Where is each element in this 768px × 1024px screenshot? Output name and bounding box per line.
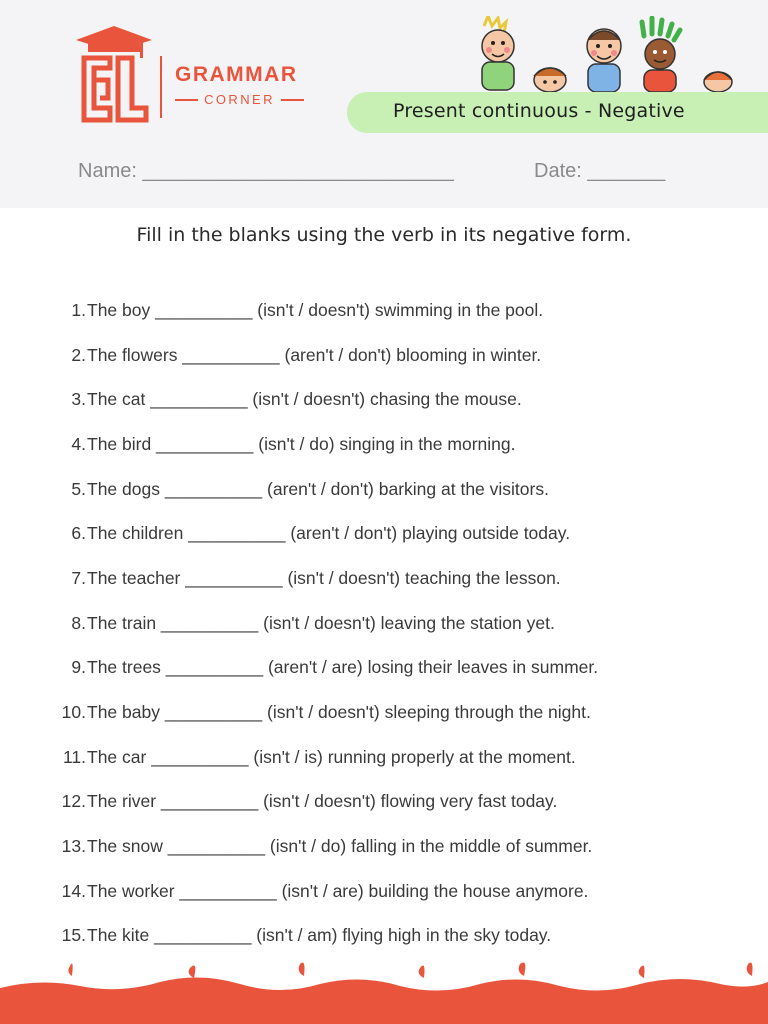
exercise-item <box>54 377 754 422</box>
kid-green-hair <box>642 18 680 92</box>
exercise-item <box>54 422 754 467</box>
exercise-item <box>54 333 754 378</box>
exercise-sentence: The teacher __________ (isn't / doesn't) teaching the lesson. <box>87 567 561 588</box>
exercise-number: 14. <box>61 880 86 901</box>
worksheet-title-pill <box>347 92 768 133</box>
exercise-item <box>54 690 754 735</box>
exercise-sentence: The cat __________ (isn't / doesn't) chasing the mouse. <box>87 389 522 410</box>
exercise-sentence: The baby __________ (isn't / doesn't) sleeping through the night. <box>87 702 591 723</box>
instruction-text: Fill in the blanks using the verb in its negative form. <box>136 224 632 246</box>
exercise-item <box>54 824 754 869</box>
exercise-sentence: The boy __________ (isn't / doesn't) swimming in the pool. <box>87 299 544 320</box>
exercise-item <box>54 556 754 601</box>
exercise-number: 5. <box>71 478 86 499</box>
exercise-item <box>54 869 754 914</box>
red-wave-footer <box>0 960 768 1024</box>
exercise-sentence: The car __________ (isn't / is) running properly at the moment. <box>87 746 576 767</box>
exercise-item <box>54 914 754 959</box>
exercise-sentence: The snow __________ (isn't / do) falling in the middle of summer. <box>87 836 593 857</box>
exercise-number: 3. <box>71 389 86 410</box>
worksheet-header <box>0 0 768 208</box>
exercise-item <box>54 735 754 780</box>
worksheet-title: Present continuous - Negative <box>393 100 685 122</box>
exercise-number: 13. <box>61 836 86 857</box>
exercise-item <box>54 467 754 512</box>
exercise-item <box>54 511 754 556</box>
exercise-number: 12. <box>61 791 86 812</box>
exercise-sentence: The worker __________ (isn't / are) building the house anymore. <box>87 880 589 901</box>
exercise-number: 1. <box>71 299 86 320</box>
kid-yellow-hair <box>482 16 514 90</box>
exercise-item <box>54 288 754 333</box>
exercise-number: 4. <box>71 433 86 454</box>
exercise-sentence: The children __________ (aren't / don't) playing outside today. <box>87 523 571 544</box>
exercise-sentence: The dogs __________ (aren't / don't) barking at the visitors. <box>87 478 549 499</box>
kid-blue-shirt <box>587 29 621 92</box>
logo-divider <box>160 56 162 118</box>
exercise-item <box>54 780 754 825</box>
brand-subtitle-text: CORNER <box>204 92 275 107</box>
exercise-sentence: The bird __________ (isn't / do) singing in the morning. <box>87 433 516 454</box>
exercise-item <box>54 646 754 691</box>
brand-subtitle <box>175 92 304 107</box>
exercise-number: 11. <box>62 746 86 767</box>
exercise-number: 8. <box>71 612 86 633</box>
exercise-sentence: The kite __________ (isn't / am) flying high in the sky today. <box>87 925 552 946</box>
kid-ginger-hair <box>704 72 732 92</box>
date-field: Date: _______ <box>534 160 666 182</box>
exercise-sentence: The river __________ (isn't / doesn't) flowing very fast today. <box>87 791 558 812</box>
kid-brown-hair <box>534 68 566 92</box>
exercise-sentence: The flowers __________ (aren't / don't) blooming in winter. <box>87 344 542 365</box>
kids-illustration <box>468 16 740 94</box>
exercise-item <box>54 601 754 646</box>
exercise-number: 6. <box>71 523 86 544</box>
name-field: Name: ____________________________ <box>78 160 454 182</box>
exercise-sentence: The trees __________ (aren't / are) losing their leaves in summer. <box>87 657 599 678</box>
exercise-number: 9. <box>71 657 86 678</box>
exercise-number: 2. <box>71 344 86 365</box>
exercise-sentence: The train __________ (isn't / doesn't) leaving the station yet. <box>87 612 555 633</box>
brand-name: GRAMMAR <box>175 63 298 86</box>
gc-logo-icon <box>74 24 154 124</box>
exercise-number: 15. <box>61 925 86 946</box>
exercise-list <box>54 288 754 958</box>
exercise-number: 10. <box>61 702 86 723</box>
exercise-number: 7. <box>71 567 86 588</box>
